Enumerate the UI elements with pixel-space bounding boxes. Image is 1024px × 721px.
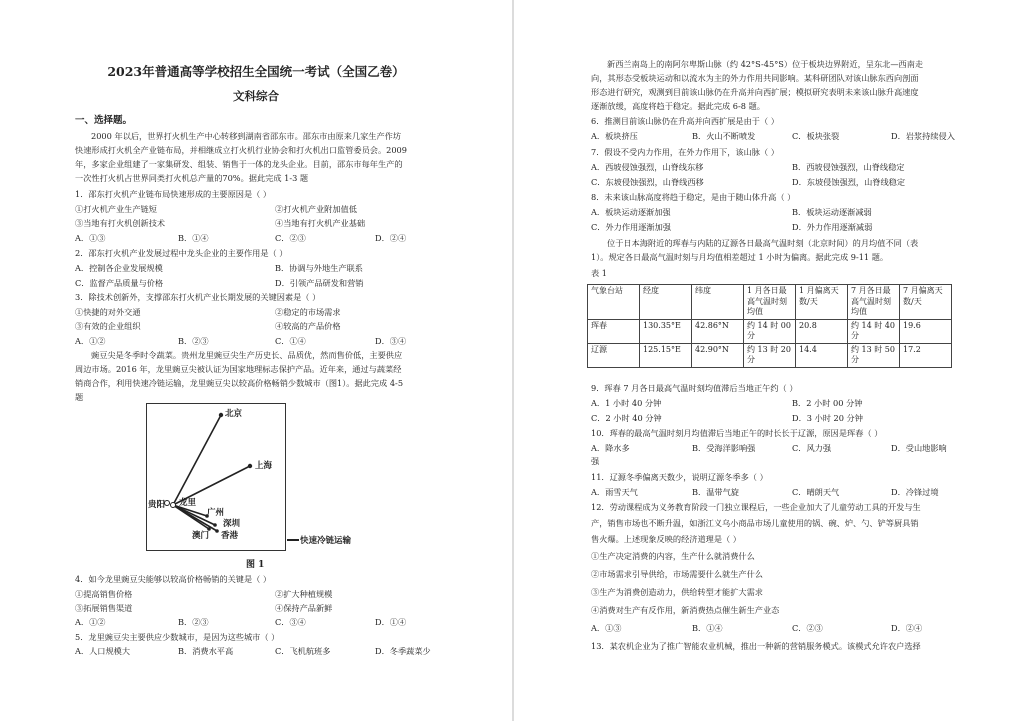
q10-option-d: D．受山地影响 (891, 443, 947, 453)
q1-option-d: D．②④ (375, 233, 407, 243)
q7-option-d: D．东坡侵蚀强烈，山脊线稳定 (792, 177, 906, 187)
passage-line: 新西兰南岛上的南阿尔卑斯山脉（约 42°S-45°S）位于板块边界附近，呈东北—西南走 (607, 59, 924, 69)
q12-item-1: ①生产决定消费的内容，生产什么就消费什么 (591, 551, 755, 561)
q11-option-c: C．晴朗天气 (792, 487, 840, 497)
q10-option-a-wrap: 强 (591, 456, 600, 466)
question-3: 3．除技术创新外，支撑邵东打火机产业长期发展的关键因素是（ ） (75, 292, 321, 302)
q2-option-a: A．控制各企业发展规模 (75, 263, 163, 273)
question-11: 11．辽源冬季偏离天数少，说明辽源冬季多（ ） (591, 472, 768, 482)
q9-option-c: C．2 小时 40 分钟 (591, 413, 662, 423)
question-1: 1．邵东打火机产业链布局快速形成的主要原因是（ ） (75, 189, 272, 199)
q2-option-c: C．监督产品质量与价格 (75, 278, 164, 288)
passage-line: 向，其形态受板块运动和以流水为主的外力作用共同影响。某科研团队对该山脉东西向剖面 (591, 73, 919, 83)
q11-option-d: D．冷锋过境 (891, 487, 939, 497)
figure-caption: 图 1 (246, 560, 265, 570)
table-cell: 125.15°E (640, 343, 692, 367)
q7-option-c: C．东坡侵蚀强烈，山脊线西移 (591, 177, 704, 187)
q1-item-2: ②打火机产业附加值低 (275, 204, 357, 214)
table-header: 7 月偏离天数/天 (900, 285, 952, 320)
table-cell: 约 13 时 50 分 (848, 343, 900, 367)
table-header-row (588, 285, 952, 320)
question-7: 7．假设不受内力作用，在外力作用下，该山脉（ ） (591, 147, 779, 157)
q5-option-c: C．飞机航班多 (275, 646, 331, 656)
question-6: 6．推测目前该山脉仍在升高并向西扩展是由于（ ） (591, 116, 779, 126)
table-row (588, 319, 952, 343)
city-label: 广州 (207, 508, 225, 518)
table-cell: 17.2 (900, 343, 952, 367)
table-cell: 珲春 (588, 319, 640, 343)
question-12: 12．劳动课程成为义务教育阶段一门独立课程后，一些企业加大了儿童劳动工具的开发与生 (591, 502, 921, 512)
q3-item-3: ③有效的企业组织 (75, 321, 141, 331)
question-4: 4．如今龙里豌豆尖能够以较高价格畅销的关键是（ ） (75, 574, 272, 584)
q12-item-4: ④消费对生产有反作用，新消费热点催生新生产业态 (591, 605, 780, 615)
q4-option-d: D．①④ (375, 617, 407, 627)
table-cell: 约 14 时 40 分 (848, 319, 900, 343)
guiyang-dot (165, 501, 170, 506)
q9-option-a: A．1 小时 40 分钟 (591, 398, 662, 408)
passage-line: 一次性打火机占世界同类打火机总产量的70%。据此完成 1-3 题 (75, 173, 309, 183)
question-5: 5．龙里豌豆尖主要供应少数城市，是因为这些城市（ ） (75, 632, 280, 642)
beijing-dot (219, 413, 223, 417)
table-cell: 20.8 (796, 319, 848, 343)
table-header: 气象台站 (588, 285, 640, 320)
figure-1-map (146, 403, 286, 551)
q8-option-d: D．外力作用逐渐减弱 (792, 222, 873, 232)
q1-option-c: C．②③ (275, 233, 306, 243)
city-label: 深圳 (223, 519, 241, 529)
passage-line: 年，多家企业组建了一家集研发、组装、销售于一体的龙头企业。目前，邵东市每年生产的 (75, 159, 403, 169)
passage-line: 豌豆尖是冬季时令蔬菜。贵州龙里豌豆尖生产历史长、品质优，然而售价低，主要供应 (91, 350, 403, 360)
passage-line: 周边市场。2016 年，龙里豌豆尖被认证为国家地理标志保护产品。近年来，通过与蔬菜经 (75, 364, 402, 374)
q4-item-4: ④保持产品新鲜 (275, 603, 333, 613)
q6-option-d: D．岩浆持续侵入 (891, 131, 955, 141)
table-header: 1 月各日最高气温时刻均值 (744, 285, 796, 320)
q10-option-a: A．降水多 (591, 443, 630, 453)
question-8: 8．未来该山脉高度将趋于稳定，是由于随山体升高（ ） (591, 192, 796, 202)
shenzhen-dot (213, 523, 217, 527)
passage-line: 题 (75, 392, 84, 402)
city-label: 香港 (221, 531, 239, 541)
q12-item-3: ③生产为消费创造动力，供给转型才能扩大需求 (591, 587, 763, 597)
q3-option-c: C．①④ (275, 336, 306, 346)
section-heading: 一、选择题。 (75, 115, 133, 126)
q2-option-b: B．协调与外地生产联系 (275, 263, 363, 273)
table-1 (587, 284, 952, 368)
q3-item-1: ①快捷的对外交通 (75, 307, 141, 317)
q1-item-4: ④当地有打火机产业基础 (275, 218, 366, 228)
q9-option-b: B．2 小时 00 分钟 (792, 398, 863, 408)
city-label: 上海 (255, 461, 273, 471)
q6-option-b: B．火山不断喷发 (692, 131, 756, 141)
city-label: 龙里 (179, 498, 197, 508)
passage-line: 2000 年以后，世界打火机生产中心转移到湖南省邵东市。邵东市由原来几家生产作坊 (91, 131, 402, 141)
route-to-beijing (173, 415, 221, 505)
passage-line: 形态进行研究，观测到目前该山脉仍在升高并向西扩展；模拟研究表明未来该山脉升高速度 (591, 87, 919, 97)
question-13: 13．某农机企业为了推广智能农业机械，推出一种新的营销服务模式。该模式允许农户选择 (591, 641, 921, 651)
q4-option-a: A．①② (75, 617, 106, 627)
q12-item-2: ②市场需求引导供给，市场需要什么就生产什么 (591, 569, 763, 579)
q6-option-a: A．板块挤压 (591, 131, 638, 141)
q12-option-c: C．②③ (792, 623, 823, 633)
table-header: 7 月各日最高气温时刻均值 (848, 285, 900, 320)
table-cell: 约 14 时 00 分 (744, 319, 796, 343)
q11-option-a: A．雨雪天气 (591, 487, 638, 497)
passage-line: 快速形成打火机全产业链布局，并相继成立打火机行业协会和打火机出口监管委员会。2009 (75, 145, 407, 155)
passage-line: 1）。规定各日最高气温时刻与月均值相差超过 1 小时为偏离。据此完成 9-11 题。 (591, 252, 889, 262)
q3-option-a: A．①② (75, 336, 106, 346)
table-header: 纬度 (692, 285, 744, 320)
q7-option-b: B．西坡侵蚀强烈，山脊线稳定 (792, 162, 905, 172)
table-header: 经度 (640, 285, 692, 320)
table-cell: 19.6 (900, 319, 952, 343)
cold-chain-routes (147, 404, 287, 552)
q12-option-a: A．①③ (591, 623, 622, 633)
q1-item-3: ③当地有打火机创新技术 (75, 218, 166, 228)
q5-option-d: D．冬季蔬菜少 (375, 646, 431, 656)
q8-option-b: B．板块运动逐渐减弱 (792, 207, 872, 217)
city-label: 贵阳 (148, 500, 166, 510)
figure-legend: 快速冷链运输 (300, 536, 352, 546)
q12-option-b: B．①④ (692, 623, 723, 633)
exam-subtitle: 文科综合 (233, 89, 279, 103)
q4-item-1: ①提高销售价格 (75, 589, 133, 599)
table-cell: 42.90°N (692, 343, 744, 367)
q8-option-a: A．板块运动逐渐加强 (591, 207, 671, 217)
question-2: 2．邵东打火机产业发展过程中龙头企业的主要作用是（ ） (75, 248, 288, 258)
longli-dot (171, 503, 176, 508)
q3-item-2: ②稳定的市场需求 (275, 307, 341, 317)
table-cell: 约 13 时 20 分 (744, 343, 796, 367)
hongkong-dot (215, 529, 219, 533)
q10-option-b: B．受海洋影响强 (692, 443, 756, 453)
q8-option-c: C．外力作用逐渐加强 (591, 222, 671, 232)
q4-item-3: ③拓展销售渠道 (75, 603, 133, 613)
q5-option-b: B．消费水平高 (178, 646, 234, 656)
q6-option-c: C．板块张裂 (792, 131, 840, 141)
q7-option-a: A．西坡侵蚀强烈，山脊线东移 (591, 162, 704, 172)
q1-option-a: A．①③ (75, 233, 106, 243)
q2-option-d: D．引领产品研发和营销 (275, 278, 364, 288)
q3-option-b: B．②③ (178, 336, 209, 346)
q1-option-b: B．①④ (178, 233, 209, 243)
question-10: 10．珲春的最高气温时刻月均值滞后当地正午的时长长于辽源，原因是珲春（ ） (591, 428, 883, 438)
question-12-line: 产，销售市场也不断升温，如浙江义乌小商品市场儿童使用的锅、碗、炉、勺、铲等厨具销 (591, 518, 919, 528)
table-row (588, 343, 952, 367)
q4-item-2: ②扩大种植规模 (275, 589, 333, 599)
question-9: 9．珲春 7 月各日最高气温时刻均值滞后当地正午约（ ） (591, 383, 798, 393)
table-cell: 42.86°N (692, 319, 744, 343)
table-header: 1 月偏离天数/天 (796, 285, 848, 320)
passage-line: 位于日本海附近的珲春与内陆的辽源各日最高气温时刻（北京时间）的月均值不同（表 (607, 238, 919, 248)
passage-line: 逐渐放缓，高度将趋于稳定。据此完成 6-8 题。 (591, 101, 765, 111)
table-cell: 14.4 (796, 343, 848, 367)
q9-option-d: D．3 小时 20 分钟 (792, 413, 863, 423)
exam-title: 2023年普通高等学校招生全国统一考试（全国乙卷） (107, 64, 405, 79)
legend-line-symbol (287, 539, 299, 541)
shanghai-dot (248, 464, 252, 468)
q4-option-c: C．③④ (275, 617, 306, 627)
q12-option-d: D．②④ (891, 623, 923, 633)
q1-item-1: ①打火机产业生产链短 (75, 204, 157, 214)
city-label: 北京 (225, 409, 243, 419)
q3-option-d: D．③④ (375, 336, 407, 346)
table-label: 表 1 (591, 268, 607, 278)
q5-option-a: A．人口规模大 (75, 646, 131, 656)
q3-item-4: ④较高的产品价格 (275, 321, 341, 331)
city-label: 澳门 (192, 531, 210, 541)
question-12-line: 售火爆。上述现象反映的经济道理是（ ） (591, 534, 741, 544)
table-cell: 辽源 (588, 343, 640, 367)
passage-line: 销商合作，利用快速冷链运输，龙里豌豆尖以较高价格畅销少数城市（图1）。据此完成 4-5 (75, 378, 404, 388)
table-cell: 130.35°E (640, 319, 692, 343)
q11-option-b: B．温带气旋 (692, 487, 739, 497)
q10-option-c: C．风力强 (792, 443, 832, 453)
q4-option-b: B．②③ (178, 617, 209, 627)
